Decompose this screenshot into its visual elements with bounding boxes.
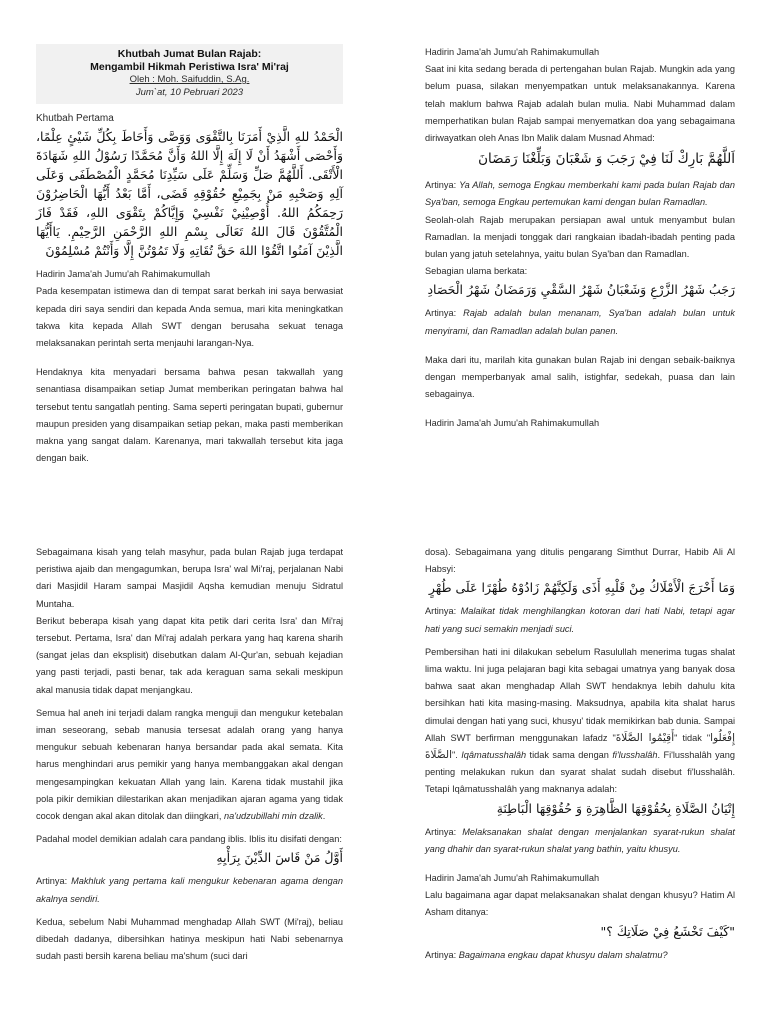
page2-left-column: [36, 544, 343, 965]
arabic-doa: اَللَّهُمَّ بَارِكْ لَنَا فِيْ رَجَبَ وَ شَعْبَانَ وَبَلِّغْنَا رَمَضَانَ: [478, 151, 735, 168]
translation-label: Artinya:: [425, 180, 457, 191]
arabic-simthut-durrar: وَمَا أَخْرَجَ الْأَمْلَاكُ مِنْ قَلْبِهِ أَذَى وَلَكِنَّهُمْ زَادُوْهُ طُهْرًا عَلَى طُهْرٍ: [428, 580, 735, 596]
translation: [425, 947, 735, 964]
date: Jum`at, 10 Pebruari 2023: [135, 86, 244, 98]
paragraph: Seolah-olah Rajab merupakan persiapan awal untuk menyambut bulan Ramadlan. Ia menjadi tonggak dari rangkaian ibadah-ibadah penting pada bulan yang jatuh setelahnya, yaitu bulan Sya'ban dan Ramadlan.: [425, 214, 735, 260]
greeting: Hadirin Jama'ah Jumu'ah Rahimakumullah: [425, 47, 600, 57]
title-line-2: Mengambil Hikmah Peristiwa Isra' Mi'raj: [90, 61, 289, 73]
paragraph-text: tidak sama dengan: [529, 750, 609, 761]
translation-label: Artinya:: [425, 949, 457, 960]
translation: [36, 873, 343, 907]
translation: [425, 177, 735, 211]
paragraph: [36, 705, 343, 825]
arabic-iblis: أَوَّلُ مَنْ قَاسَ الدِّيْنَ بِرَأْيِهِ: [216, 850, 343, 866]
paragraph-italic: Iqâmatusshalâh: [461, 750, 527, 761]
paragraph: dosa). Sebagaimana yang ditulis pengarang Simthut Durrar, Habib Ali Al Habsyi:: [425, 547, 735, 575]
paragraph: Maka dari itu, marilah kita gunakan bulan Rajab ini dengan sebaik-baiknya dengan memperbanyak amal salih, istighfar, sedekah, puasa dan lain sebagainya.: [425, 354, 735, 400]
translation-text: Ya Allah, semoga Engkau memberkahi kami pada bulan Rajab dan Sya'ban, semoga Engkau pertemukan kami dengan bulan Ramadlan.: [425, 180, 735, 208]
greeting: Hadirin Jama'ah Jumu'ah Rahimakumullah: [425, 418, 600, 429]
paragraph-text: Pembersihan hati ini dilakukan sebelum Rasulullah menerima tugas shalat lima waktu. Ini juga pelajaran bagi kita sebagai umatnya yang banyak dosa bahwa saat akan menghadap Allah SWT hendaknya lebih dahulu kita bersihkan hati kita masing-masing. Maksudnya, apabila kita shalat harus dimulai dengan hati yang suci, khusyu' tidak memikirkan bab dunia. Sampai Allah SWT berfirman menggunakan lafadz ": [425, 646, 735, 743]
translation-text: Malaikat tidak menghilangkan kotoran dari hati Nabi, tetapi agar hati yang suci semakin menjadi suci.: [425, 606, 735, 634]
page1-right-column: [425, 44, 735, 433]
translation-label: Artinya:: [425, 606, 457, 617]
arabic-inline: إِفْعَلُوا الصَّلَاةَ: [425, 731, 735, 762]
paragraph: Sebagaimana kisah yang telah masyhur, pada bulan Rajab juga terdapat peristiwa ajaib dan mengagumkan, berupa Isra' wal Mi'raj, perjalanan Nabi dari Masjidil Haram sampai Masjidil Aqsha kemudian menuju Sidratul Muntaha.: [36, 547, 343, 609]
paragraph-italic: na'udzubillahi min dzalik: [223, 811, 323, 822]
translation: [425, 603, 735, 637]
title-line-1: Khutbah Jumat Bulan Rajab:: [117, 48, 262, 60]
arabic-opening: الْحَمْدُ للهِ الَّذِيْ أَمَرَنَا بِالتَّقْوَى وَوَصَّى وَأَحَاطَ بِكُلِّ شَيْئٍ عِلْمًا، وَأَحْصَى أَشْهَدُ أَنْ لَا إِلَهَ إِلَّا اللهُ وَأَنَّ مُحَمَّدًا رَسُوْلُ اللهِ شَهَادَةَ الْأَتْقَى. أَللَّهُمَّ صَلِّ وَسَلِّمْ عَلَى سَيِّدِنَا مُحَمَّدٍ الْمُصْطَفَى وَعَلَى آلِهِ وَصَحْبِهِ مَنْ بِجَمِيْعِ حُقُوْقِهِ قَضَى، أَمَّا بَعْدُ أَيُّهَا الْحَاضِرُوْنَ رَحِمَكُمُ اللهُ. أُوْصِيْنِيْ نَفْسِيْ وَإِيَّاكُمْ بِتَقْوَى اللهِ، فَقَدْ فَازَ الْمُتَّقُوْنَ قَالَ اللهُ تَعَالَى بِسْمِ اللهِ الرَّحْمَنِ الرَّحِيْمِ. يَاأَيُّهَا الَّذِيْنَ آمَنُوا اتَّقُوْا اللهَ حَقَّ تُقَاتِهِ وَلَا تَمُوْتُنَّ إِلَّا وَأَنْتُمْ مُسْلِمُوْنَ: [36, 129, 343, 259]
greeting: Hadirin Jama'ah Jumu'ah Rahimakumullah: [36, 269, 211, 280]
translation-label: Artinya:: [425, 826, 457, 837]
paragraph-text: Semua hal aneh ini terjadi dalam rangka menguji dan mengukur ketebalan iman seseorang, sebab manusia tersesat adalah orang yang hanya mengukur sebuah kebenaran hanya bersandar pada akal semata. Kita harus menghindari arus pemikir yang hanya membanggakan akal dengan mengesampingkan kekuatan Allah yang lain. Karena tidak mustahil jika pola pikir demikian dilestarikan akan menjadikan ajaran agama yang tidak cocok dengan akal akan ditolak dan diingkari,: [36, 707, 343, 822]
translation-label: Artinya:: [36, 876, 68, 887]
paragraph-text: . Fi'lusshalâh yang penting melakukan rukun dan syarat shalat sudah disebut fi'lusshalâh. Tetapi Iqâmatusshalâh yang maknanya adalah:: [425, 750, 736, 795]
arabic-ulama: رَجَبُ شَهْرُ الزَّرْعِ وَشَعْبَانُ شَهْرُ السَّقْيِ وَرَمَضَانُ شَهْرُ الْحَصَادِ: [427, 282, 735, 298]
translation-label: Artinya:: [425, 308, 457, 319]
paragraph: Lalu bagaimana agar dapat melaksanakan shalat dengan khusyu? Hatim Al Asham ditanya:: [425, 890, 735, 918]
paragraph-end: .: [322, 811, 326, 822]
arabic-iqamah: إِتْيَانُ الصَّلَاةِ بِحُقُوْقِهَا الظَّاهِرَةِ وَ حُقُوْقِهَا الْبَاطِنَةِ: [496, 800, 735, 816]
paragraph: Berikut beberapa kisah yang dapat kita petik dari cerita Isra' dan Mi'raj tersebut. Pertama, Isra' dan Mi'raj adalah perkara yang haq karena sharih (sangat jelas dan eksplisit) disebutkan dalam Al-Qur'an, sebuah kejadian yang pasti terjadi, pasti benar, tak ada keraguan sama sekali meskipun akal manusia tidak dapat menjangkau.: [36, 615, 343, 695]
arabic-hatim: "كَيْفَ تَخْشَعُ فِيْ صَلَاتِكَ ؟": [600, 923, 735, 939]
paragraph: Sebagian ulama berkata:: [425, 266, 528, 277]
translation: [425, 305, 735, 339]
paragraph-text: ".: [452, 750, 458, 761]
greeting: Hadirin Jama'ah Jumu'ah Rahimakumullah: [425, 873, 600, 884]
page1-left-column: [36, 44, 343, 467]
translation-text: Rajab adalah bulan menanam, Sya'ban adalah bulan untuk menyirami, dan Ramadlan adalah bulan panen.: [425, 308, 735, 336]
paragraph-text: " tidak ": [674, 732, 711, 743]
title-block: [36, 44, 343, 104]
translation-text: Melaksanakan shalat dengan menjalankan syarat-rukun shalat yang dhahir dan syarat-rukun shalat yang bathin, yaitu khusyu.: [425, 826, 735, 854]
paragraph: Padahal model demikian adalah cara pandang iblis. Iblis itu disifati dengan:: [36, 834, 342, 845]
translation: [425, 824, 735, 858]
translation-text: Makhluk yang pertama kali mengukur kebenaran agama dengan akalnya sendiri.: [36, 876, 343, 904]
paragraph: Kedua, sebelum Nabi Muhammad menghadap Allah SWT (Mi'raj), beliau dibedah dadanya, dibersihkan hatinya meskipun hati Nabi sebenarnya sudah pasti bersih karena beliau ma'shum (suci dari: [36, 916, 343, 962]
translation-text: Bagaimana engkau dapat khusyu dalam shalatmu?: [458, 949, 668, 960]
author: Oleh : Moh. Saifuddin, S.Ag.: [129, 74, 250, 85]
arabic-inline: أَقِيْمُوا الصَّلَاةَ: [615, 731, 675, 744]
paragraph: Saat ini kita sedang berada di pertengahan bulan Rajab. Mungkin ada yang belum puasa, silakan menyempatkan untuk melaksanakannya. Karena telah maklum bahwa Rajab adalah bulan mulia. Nabi Muhammad dalam memperhatikan bulan Rajab sampai menyematkan doa yang sebagaimana diriwayatkan oleh Anas Ibn Malik dalam Musnad Ahmad:: [425, 64, 735, 144]
page2-right-column: [425, 544, 735, 964]
paragraph-italic: fi'lusshalâh: [612, 750, 658, 761]
section-heading: Khutbah Pertama: [36, 113, 114, 124]
paragraph: [425, 644, 735, 799]
paragraph: Pada kesempatan istimewa dan di tempat sarat berkah ini saya berwasiat kepada diri saya sendiri dan kepada Anda semua, mari kita meningkatkan takwa kita kepada Allah SWT dengan berusaha sekuat tenaga melaksanakan perintah serta menjauhi larangan-Nya.: [36, 286, 343, 349]
paragraph: Hendaknya kita menyadari bersama bahwa pesan takwallah yang senantiasa disampaikan setiap Jumat memberikan peringatan bahwa hal tersebut tentu sangatlah penting. Sama seperti peringatan bupati, gubernur maupun presiden yang disampaikan setiap pekan, maka pasti memberikan makna yang sangat dalam. Karenanya, mari takwallah tersebut kita jaga dengan baik.: [36, 367, 343, 464]
